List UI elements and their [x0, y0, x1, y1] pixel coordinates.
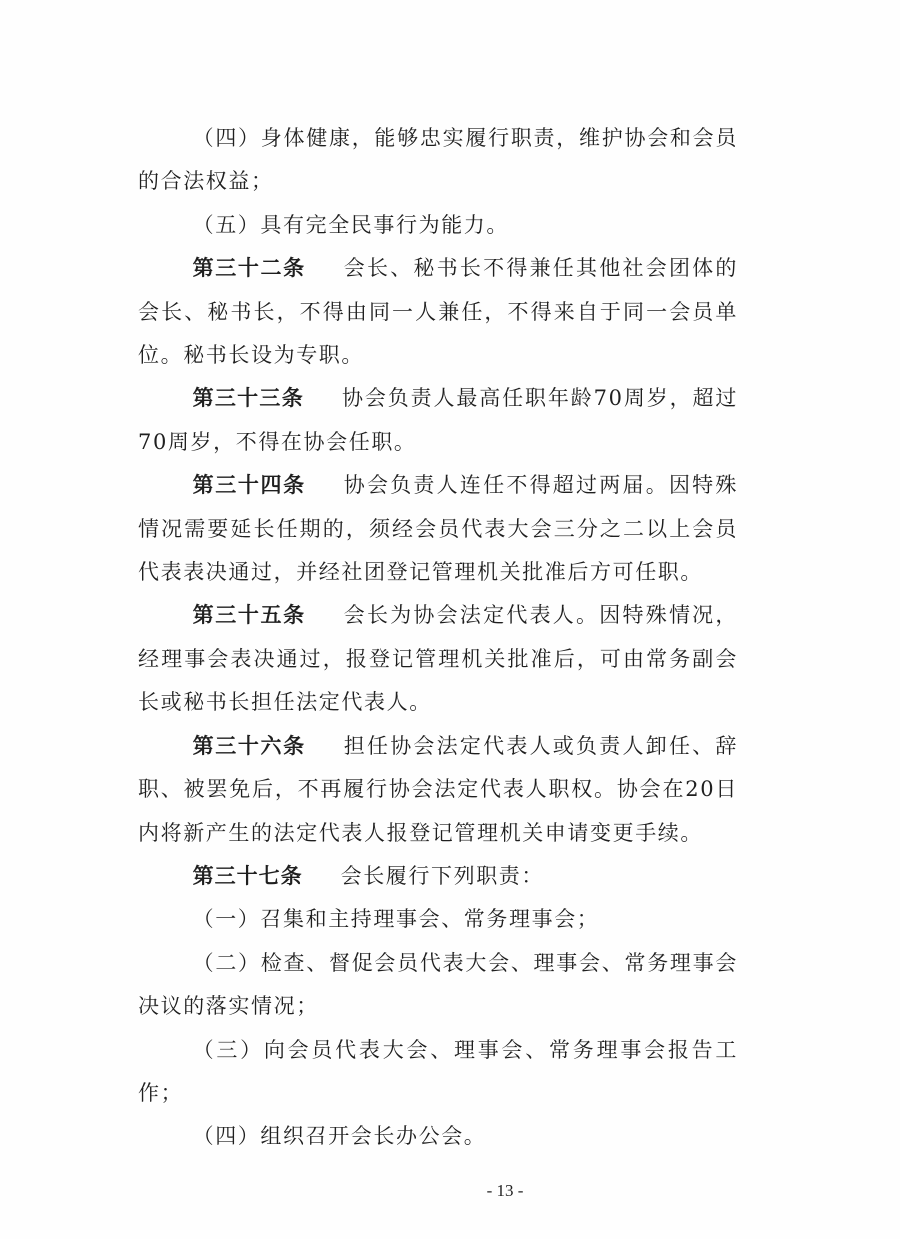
article-number: 第三十六条 — [192, 733, 306, 758]
article-text: 会长为协会法定代表人。因特殊情况，经理事会表决通过，报登记管理机关批准后，可由常务副会长或秘书长担任法定代表人。 — [138, 603, 739, 715]
list-item-text: （四）组织召开会长办公会。 — [192, 1124, 487, 1149]
list-item — [138, 942, 738, 1029]
list-item-text: （三）向会员代表大会、理事会、常务理事会报告工作； — [138, 1037, 738, 1105]
article-number: 第三十三条 — [192, 386, 304, 411]
page-number: - 13 - — [486, 1181, 524, 1200]
article-paragraph — [138, 464, 738, 594]
article-number: 第三十二条 — [192, 256, 306, 281]
paragraph — [138, 117, 738, 204]
list-item — [138, 1029, 738, 1116]
list-item-text: （二）检查、督促会员代表大会、理事会、常务理事会决议的落实情况； — [138, 950, 738, 1019]
article-paragraph — [138, 855, 738, 898]
article-paragraph — [138, 247, 738, 377]
article-number: 第三十七条 — [192, 863, 303, 888]
article-paragraph — [138, 377, 738, 464]
article-text: 担任协会法定代表人或负责人卸任、辞职、被罢免后，不再履行协会法定代表人职权。协会在20日内将新产生的法定代表人报登记管理机关申请变更手续。 — [138, 733, 739, 845]
paragraph-text: （五）具有完全民事行为能力。 — [192, 212, 509, 237]
article-number: 第三十五条 — [192, 603, 306, 628]
article-paragraph — [138, 725, 738, 855]
list-item — [138, 1115, 738, 1158]
article-text: 协会负责人最高任职年龄70周岁，超过70周岁，不得在协会任职。 — [138, 386, 738, 454]
list-item-text: （一）召集和主持理事会、常务理事会； — [192, 907, 600, 932]
paragraph-text: （四）身体健康，能够忠实履行职责，维护协会和会员的合法权益； — [138, 126, 738, 194]
article-text: 会长、秘书长不得兼任其他社会团体的会长、秘书长，不得由同一人兼任，不得来自于同一会员单位。秘书长设为专职。 — [138, 256, 739, 368]
article-number: 第三十四条 — [192, 473, 306, 498]
article-text: 会长履行下列职责： — [340, 863, 544, 888]
article-text: 协会负责人连任不得超过两届。因特殊情况需要延长任期的，须经会员代表大会三分之二以上会员代表表决通过，并经社团登记管理机关批准后方可任职。 — [138, 473, 739, 585]
paragraph — [138, 204, 738, 247]
document-body — [138, 117, 738, 1159]
list-item — [138, 898, 738, 941]
article-paragraph — [138, 594, 738, 724]
